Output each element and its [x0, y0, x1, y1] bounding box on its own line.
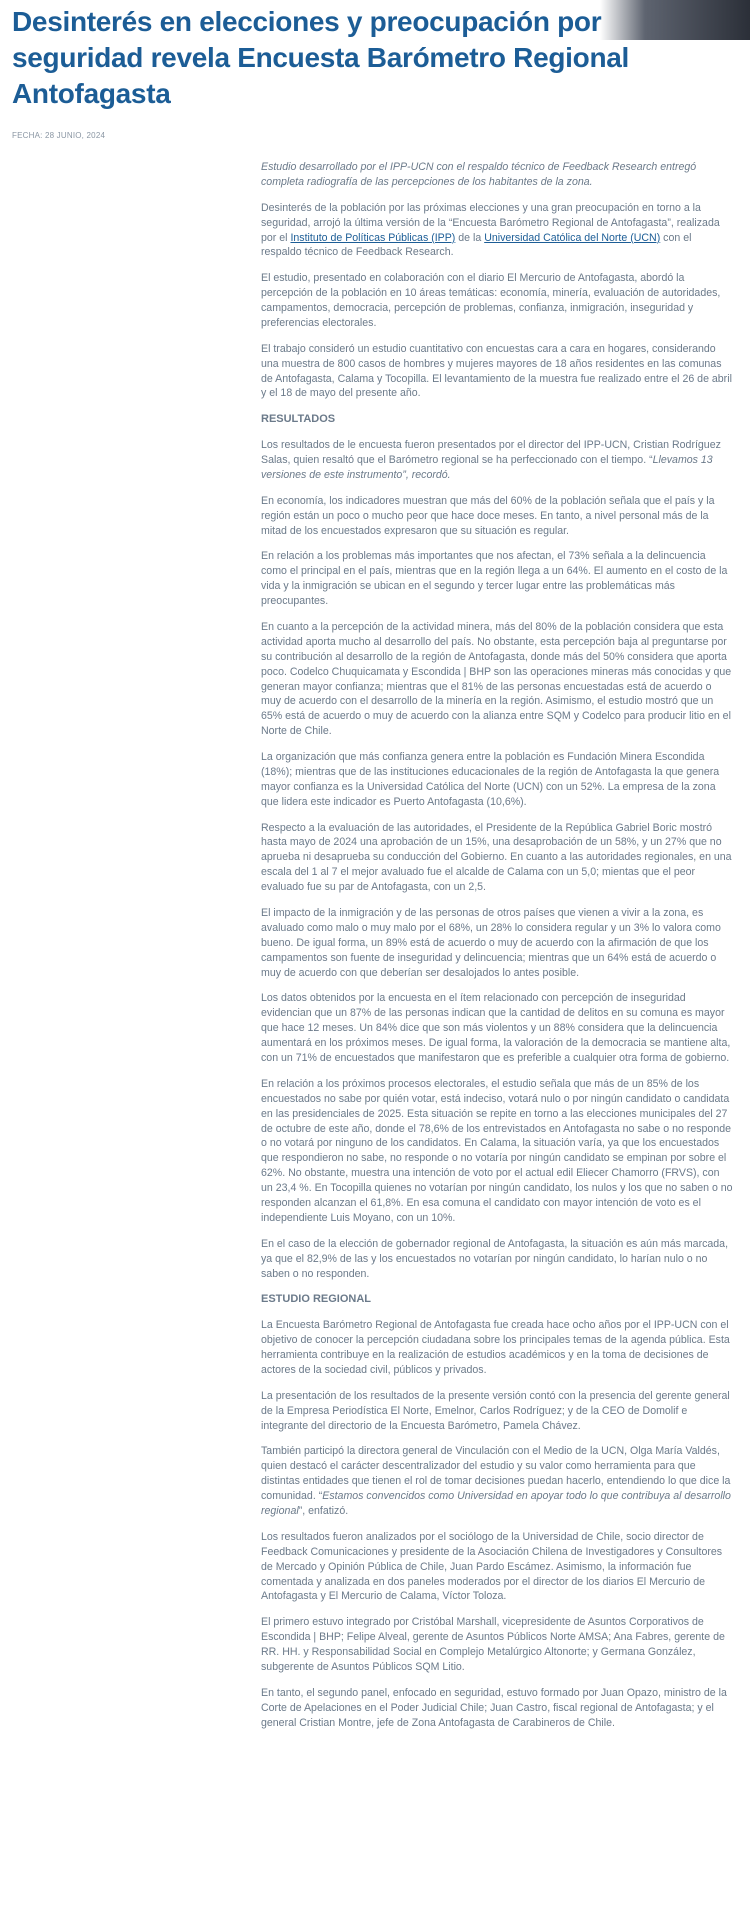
page-title: Desinterés en elecciones y preocupación por seguridad revela Encuesta Barómetro Regional Antofagasta [12, 6, 630, 109]
paragraph: El trabajo consideró un estudio cuantitativo con encuestas cara a cara en hogares, considerando una muestra de 800 casos de hombres y mujeres mayores de 18 años residentes en las comunas de Antofagasta, Calama y Tocopilla. El levantamiento de la muestra fue realizado entre el 26 de abril y el 18 de mayo del presente año. [261, 342, 732, 400]
paragraph: El estudio, presentado en colaboración con el diario El Mercurio de Antofagasta, abordó la percepción de la población en 10 áreas temáticas: economía, minería, evaluación de autoridades, campamentos, democracia, percepción de problemas, confianza, inmigración, inseguridad y preferencias electorales. [261, 272, 721, 329]
paragraph: En el caso de la elección de gobernador regional de Antofagasta, la situación es aún más marcada, ya que el 82,9% de las y los encuestados no votarían por ningún candidato, lo harían nulo o no saben o no responden. [261, 1237, 729, 1280]
section-heading-estudio-regional: ESTUDIO REGIONAL [261, 1293, 372, 1306]
ucn-link[interactable]: Universidad Católica del Norte (UCN) [484, 231, 661, 244]
paragraph: Respecto a la evaluación de las autoridades, el Presidente de la República Gabriel Boric mostró hasta mayo de 2024 una aprobación de un 15%, una desaprobación de un 58%, y un 27% que no aprueba ni desaprueba su conducción del Gobierno. En cuanto a las autoridades regionales, en una escala del 1 al 7 el mejor avaluado fue el alcalde de Calama con un 5,0; mientas que el peor evaluado fue su par de Antofagasta, con un 2,5. [261, 821, 732, 894]
paragraph: Los resultados fueron analizados por el sociólogo de la Universidad de Chile, socio director de Feedback Comunicaciones y presidente de la Asociación Chilena de Investigadores y Consultores de Mercado y Opinión Pública de Chile, Juan Pardo Escámez. Asimismo, la información fue comentada y analizada en dos paneles moderados por el director de los diarios El Mercurio de Antofagasta y El Mercurio de Calama, Víctor Toloza. [261, 1530, 723, 1603]
paragraph: En relación a los próximos procesos electorales, el estudio señala que más de un 85% de los encuestados no sabe por quién votar, está indeciso, votará nulo o por ningún candidato o candidata en las presidenciales de 2025. Esta situación se repite en torno a las elecciones municipales del 27 de octubre de este año, donde el 78,6% de los entrevistados en Antofagasta no sabe o no responde o no votará por ninguno de los candidatos. En Calama, la situación varía, ya que los encuestados que respondieron no sabe, no responde o no votaría por ningún candidato se empinan por sobre el 62%. No obstante, muestra una intención de voto por el actual edil Eliecer Chamorro (FRVS), con un 23,4 %. En Tocopilla quienes no votarían por ningún candidato, los nulos y los que no saben o no responden alcanzan el 61,8%. En esa comuna el candidato con mayor intención de voto es el independiente Luis Moyano, con un 10%. [261, 1077, 733, 1224]
paragraph: La Encuesta Barómetro Regional de Antofagasta fue creada hace ocho años por el IPP-UCN con el objetivo de conocer la percepción ciudadana sobre los principales temas de la agenda pública. Esta herramienta contribuye en la realización de estudios académicos y en la toma de decisiones de actores de la sociedad civil, públicos y privados. [261, 1319, 730, 1376]
article-body [261, 160, 734, 1741]
quote: Llevamos 13 versiones de este instrumento [261, 454, 713, 481]
paragraph: Los datos obtenidos por la encuesta en el ítem relacionado con percepción de inseguridad evidencian que un 87% de las personas indican que la cantidad de delitos en su comuna es mayor que hace 12 meses. Un 84% dice que son más violentos y un 88% considera que la delincuencia aumentará en los próximos meses. De igual forma, la valoración de la democracia se mantiene alta, con un 71% de encuestados que manifestaron que es preferible a cualquier otra forma de gobierno. [261, 992, 731, 1064]
paragraph-intro: Desinterés de la población por las próximas elecciones y una gran preocupación en torno a la seguridad, arrojó la última versión de la “Encuesta Barómetro Regional de Antofagasta”, realizada por el Instituto de Políticas Públicas (IPP) de la Universidad Católica del Norte (UCN) con el respaldo técnico de Feedback Research. [261, 201, 720, 259]
paragraph: La presentación de los resultados de la presente versión contó con la presencia del gerente general de la Empresa Periodística El Norte, Emelnor, Carlos Rodríguez; y de la CEO de Domolif e integrante del directorio de la Encuesta Barómetro, Pamela Chávez. [261, 1389, 730, 1432]
article-lead: Estudio desarrollado por el IPP-UCN con el respaldo técnico de Feedback Research entregó completa radiografía de las percepciones de los habitantes de la zona. [261, 161, 697, 188]
paragraph: Los resultados de le encuesta fueron presentados por el director del IPP-UCN, Cristian Rodríguez Salas, quien resaltó que el Barómetro regional se ha perfeccionado con el tiempo. “Llevamos 13 versiones de este instrumento”, recordó. [261, 439, 721, 481]
paragraph: El impacto de la inmigración y de las personas de otros países que vienen a vivir a la zona, es avaluado como malo o muy malo por el 68%, un 28% lo considera regular y un 3% lo valora como bueno. De igual forma, un 89% está de acuerdo o muy de acuerdo con la afirmación de que los campamentos son fuente de inseguridad y delincuencia; mientras que un 64% está de acuerdo o muy de acuerdo con que deberían ser desalojados lo antes posible. [261, 906, 721, 979]
paragraph: También participó la directora general de Vinculación con el Medio de la UCN, Olga María Valdés, quien destacó el carácter descentralizador del estudio y su valor como herramienta para que distintas entidades que tienen el rol de tomar decisiones puedan hacerlo, entendiendo lo que dice la comunidad. “Estamos convencidos como Universidad en apoyar todo lo que contribuya al desarrollo regional”, enfatizó. [261, 1445, 731, 1517]
paragraph: En relación a los problemas más importantes que nos afectan, el 73% señala a la delincuencia como el principal en el país, mientras que en la región llega a un 64%. El aumento en el costo de la vida y la inmigración se ubican en el segundo y tercer lugar entre las problemáticas más preocupantes. [261, 550, 728, 608]
section-heading-resultados: RESULTADOS [261, 413, 336, 426]
ipp-link[interactable]: Instituto de Políticas Públicas (IPP) [290, 231, 456, 244]
publish-date: FECHA: 28 JUNIO, 2024 [12, 131, 106, 140]
paragraph: En cuanto a la percepción de la actividad minera, más del 80% de la población considera que esta actividad aporta mucho al desarrollo del país. No obstante, esta percepción baja al preguntarse por su contribución al desarrollo de la región de Antofagasta, donde más del 50% considera que aporta poco. Codelco Chuquicamata y Escondida | BHP son las operaciones mineras más conocidas y que generan mayor confianza; mientras que el 81% de las personas encuestadas está de acuerdo o muy de acuerdo con el desarrollo de la minería en la región. Asimismo, el estudio mostró que un 65% está de acuerdo o muy de acuerdo con la alianza entre SQM y Codelco para producir litio en el Norte de Chile. [261, 620, 732, 738]
paragraph: El primero estuvo integrado por Cristóbal Marshall, vicepresidente de Asuntos Corporativos de Escondida | BHP; Felipe Alveal, gerente de Asuntos Públicos Norte AMSA; Ana Fabres, gerente de RR. HH. y Responsabilidad Social en Complejo Metalúrgico Altonorte; y Germana González, subgerente de Asuntos Públicos SQM Litio. [261, 1616, 725, 1673]
paragraph: En economía, los indicadores muestran que más del 60% de la población señala que el país y la región están un poco o mucho peor que hace doce meses. En tanto, a nivel personal más de la mitad de los encuestados expresaron que su situación es regular. [261, 494, 715, 537]
paragraph: En tanto, el segundo panel, enfocado en seguridad, estuvo formado por Juan Opazo, ministro de la Corte de Apelaciones en el Poder Judicial Chile; Juan Castro, fiscal regional de Antofagasta; y el general Cristian Montre, jefe de Zona Antofagasta de Carabineros de Chile. [261, 1686, 727, 1729]
paragraph: La organización que más confianza genera entre la población es Fundación Minera Escondida (18%); mientras que de las instituciones educacionales de la región de Antofagasta la que genera mayor confianza es la Universidad Católica del Norte (UCN) con un 52%. La empresa de la zona que lidera este indicador es Puerto Antofagasta (10,6%). [261, 751, 720, 808]
quote: Estamos convencidos como Universidad en apoyar todo lo que contribuya al desarrollo regional [261, 1490, 731, 1517]
